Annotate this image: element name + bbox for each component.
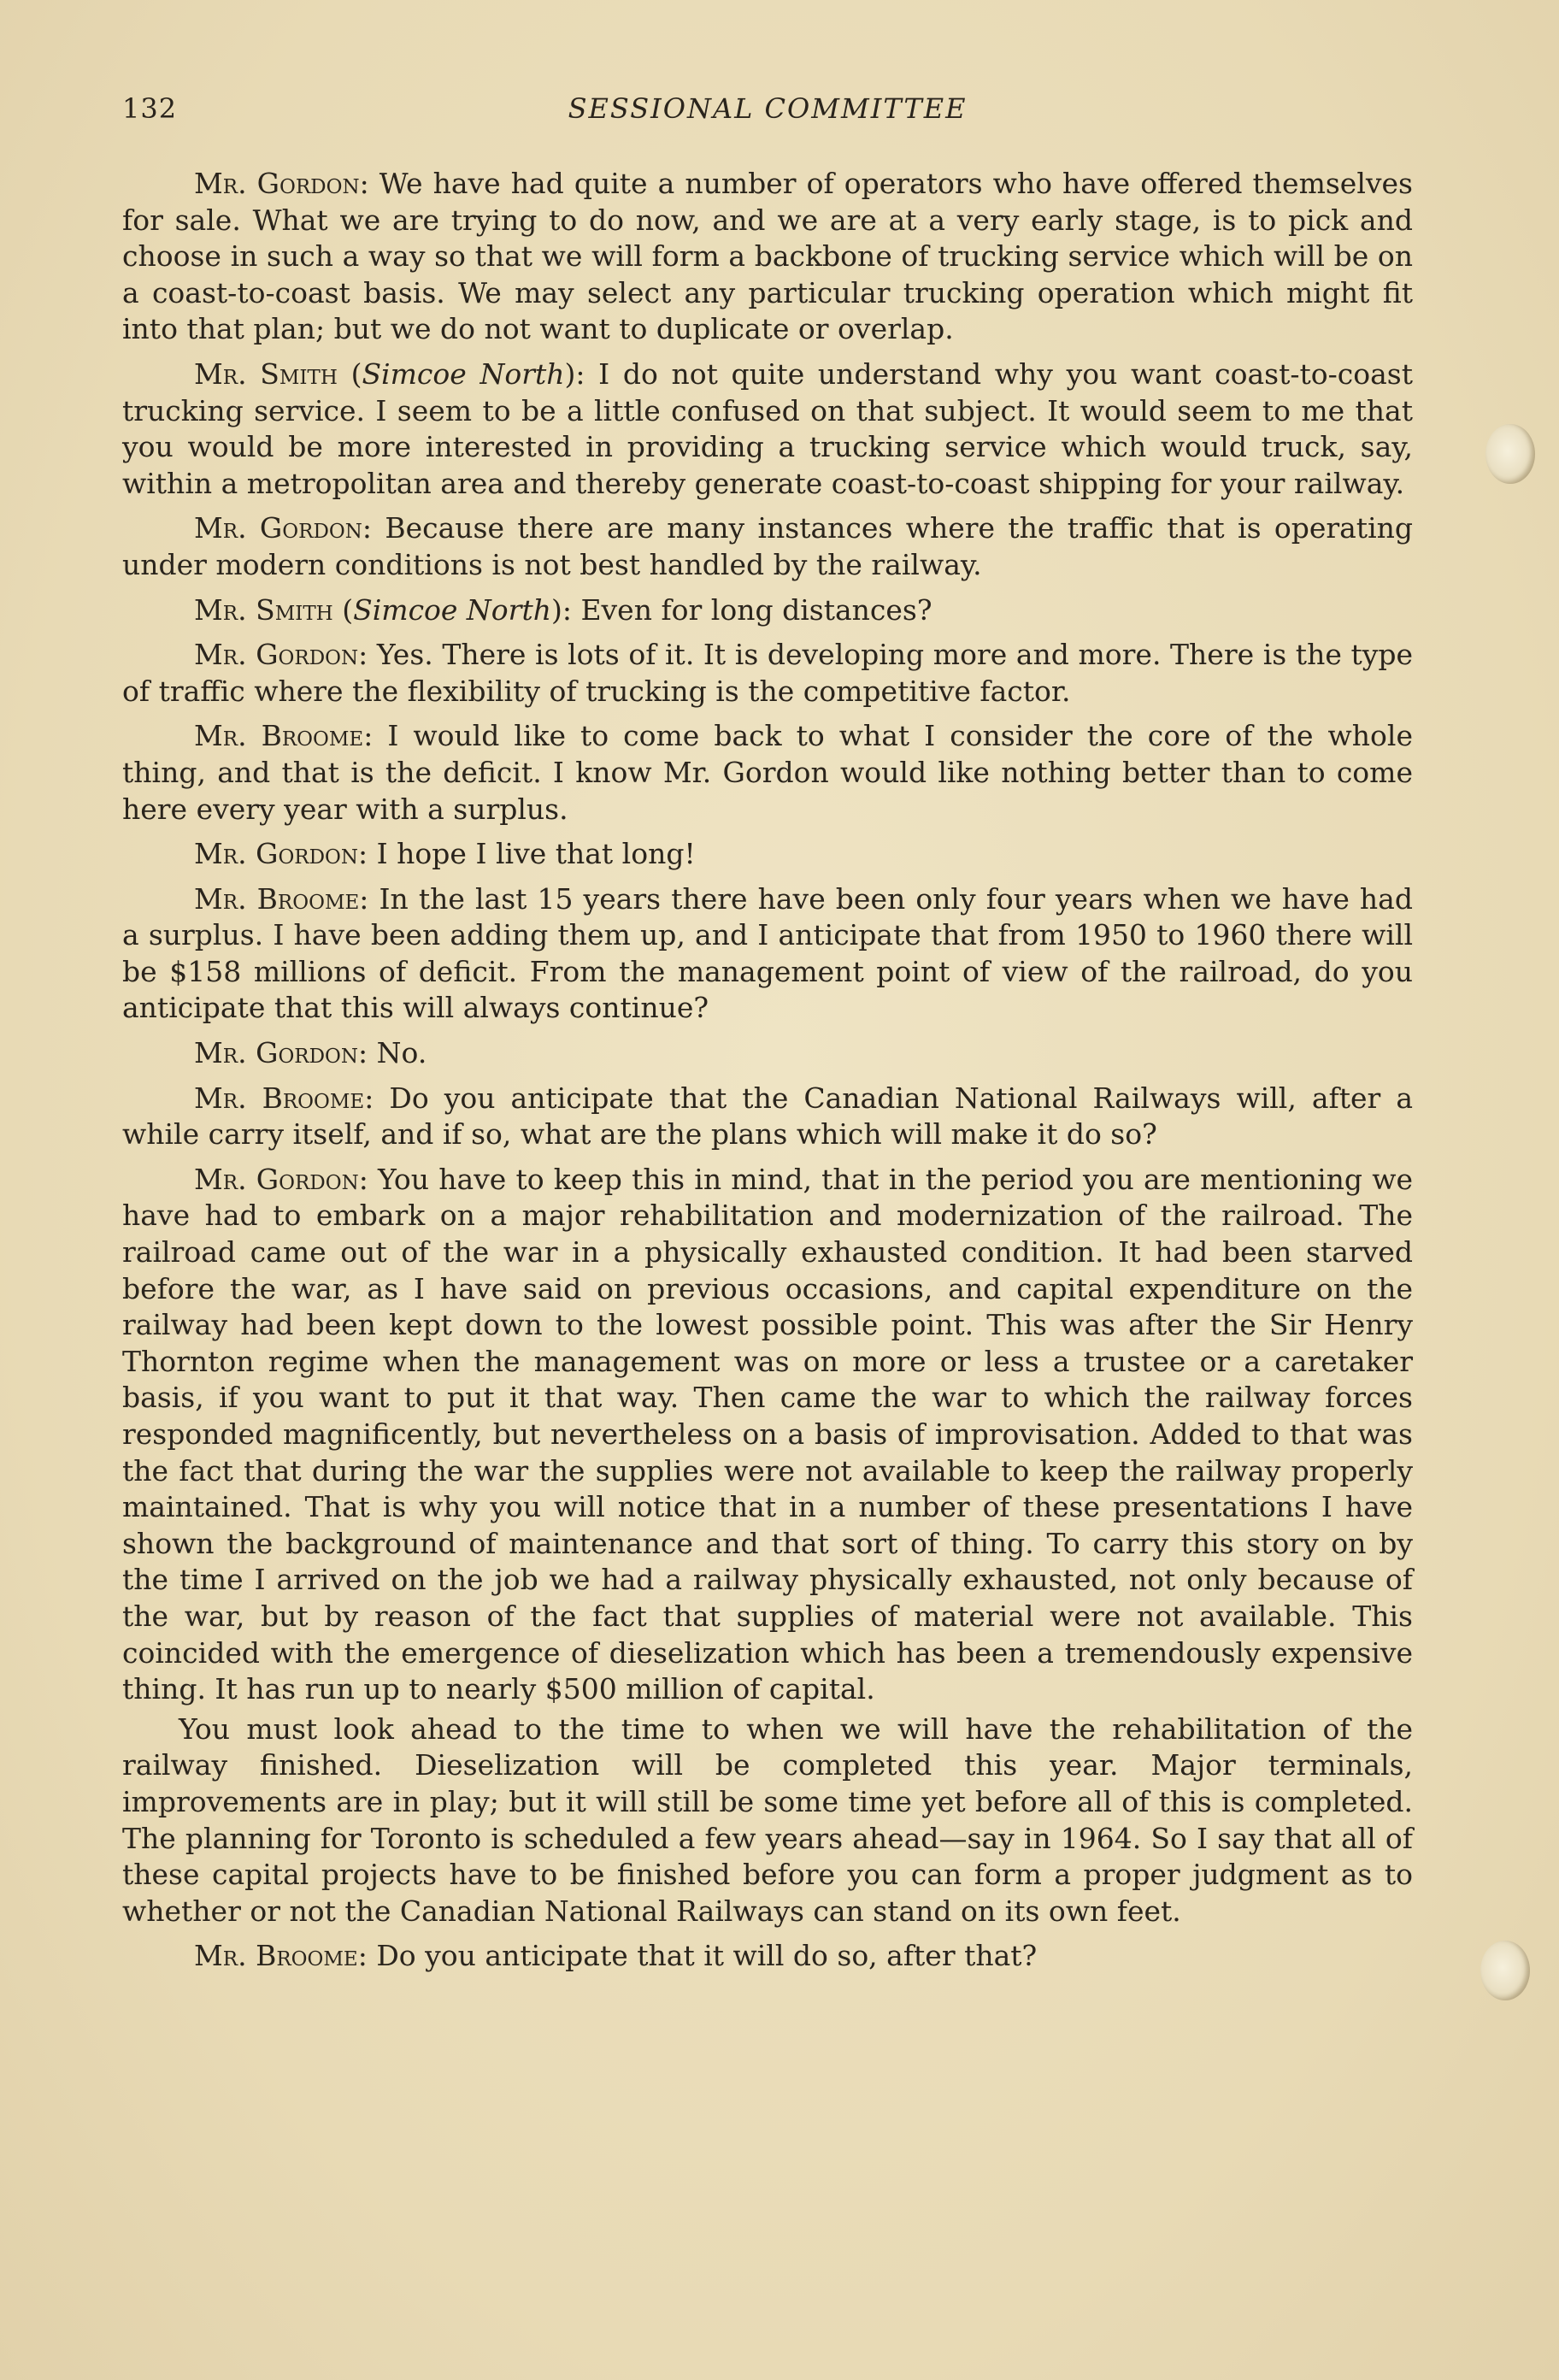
paragraph	[122, 718, 1413, 828]
paragraph-text: : I would like to come back to what I consider the core of the whole thing, and that is the deficit. I know Mr. Gordon would like nothing better than to come here every year with a surplus.	[122, 719, 1413, 826]
speaker-name: Mr. Broome	[194, 881, 360, 916]
paragraph	[122, 1035, 1413, 1072]
binding-hole	[1485, 424, 1535, 484]
paragraph-text: : Yes. There is lots of it. It is developing more and more. There is the type of traffic where the flexibility of trucking is the competitive factor.	[122, 638, 1413, 708]
speaker-name: Mr. Gordon	[194, 837, 359, 871]
speaker-name: Mr. Smith	[194, 592, 333, 627]
paragraph: Mr. Smith (Simcoe North): I do not quite understand why you want coast-to-coast trucking service. I seem to be a little confused on that subject. It would seem to me that you would be more interested in providing a trucking service which would truck, say, within a metropolitan area and thereby generate coast-to-coast shipping for your railway.	[122, 356, 1413, 500]
body-text	[122, 166, 1413, 1983]
paragraph-text: : Because there are many instances where the traffic that is operating under modern conditions is not best handled by the railway.	[122, 511, 1413, 581]
paragraph-text: You must look ahead to the time to when we will have the rehabilitation of the railway finished. Dieselization will be completed this year. Major terminals, improvements are in play; but it will still be some time yet before all of this is completed. The planning for Toronto is scheduled a few years ahead—say in 1964. So I say that all of these capital projects have to be finished before you can form a proper judgment as to whether or not the Canadian National Railways can stand on its own feet.	[122, 1711, 1413, 1928]
speaker-name: Mr. Gordon	[194, 511, 362, 545]
paragraph-text: : In the last 15 years there have been only four years when we have had a surplus. I have been adding them up, and I anticipate that from 1950 to 1960 there will be $158 millions of deficit. From the management point of view of the railroad, do you anticipate that this will always continue?	[122, 881, 1413, 1025]
speaker-name: Mr. Gordon	[194, 1162, 359, 1196]
paragraph	[122, 1081, 1413, 1153]
paragraph	[122, 836, 1413, 873]
speaker-name: Mr. Gordon	[194, 1036, 359, 1070]
paragraph	[122, 1938, 1413, 1975]
binding-hole	[1480, 1941, 1530, 2000]
paragraph	[122, 510, 1413, 583]
paragraph-text: : Do you anticipate that the Canadian National Railways will, after a while carry itself, and if so, what are the plans which will make it do so?	[122, 1081, 1413, 1152]
paragraph-text: : I do not quite understand why you want coast-to-coast trucking service. I seem to be a little confused on that subject. It would seem to me that you would be more interested in providing a trucking service which would truck, say, within a metropolitan area and thereby generate coast-to-coast shipping for your railway.	[122, 356, 1413, 500]
paragraph-text: : Do you anticipate that it will do so, after that?	[357, 1939, 1038, 1973]
paragraph	[122, 881, 1413, 1027]
paragraph	[122, 166, 1413, 348]
paragraph	[122, 1162, 1413, 1708]
paragraph-text: : No.	[358, 1036, 427, 1070]
paragraph-text: : Even for long distances?	[562, 592, 932, 627]
riding-name: Simcoe North	[362, 356, 565, 391]
speaker-name: Mr. Gordon	[194, 167, 360, 200]
paragraph-text: : I hope I live that long!	[358, 837, 696, 871]
speaker-name: Mr. Broome	[194, 719, 364, 753]
speaker-name: Mr. Broome	[194, 1939, 358, 1973]
paragraph-text: : We have had quite a number of operators who have offered themselves for sale. What we are trying to do now, and we are at a very early stage, is to pick and choose in such a way so that we will form a backbone of trucking service which will be on a coast-to-coast basis. We may select any particular trucking operation which might fit into that plan; but we do not want to duplicate or overlap.	[122, 167, 1413, 346]
page-header	[122, 92, 1413, 135]
speaker-name: Mr. Broome	[194, 1081, 365, 1115]
speaker-name: Mr. Gordon	[194, 638, 359, 672]
paragraph: Mr. Smith (Simcoe North): Even for long distances?	[194, 592, 932, 627]
page-number: 132	[122, 92, 178, 125]
paragraph	[122, 637, 1413, 710]
speaker-name: Mr. Smith	[194, 356, 338, 391]
riding-name: Simcoe North	[353, 592, 551, 627]
running-head: SESSIONAL COMMITTEE	[568, 92, 968, 125]
paragraph-text: : You have to keep this in mind, that in the period you are mentioning we have had to embark on a major rehabilitation and modernization of the railroad. The railroad came out of the war in a physically exhausted condition. It had been starved before the war, as I have said on previous occasions, and capital expenditure on the railway had been kept down to the lowest possible point. This was after the Sir Henry Thornton regime when the management was on more or less a trustee or a caretaker basis, if you want to put it that way. Then came the war to which the railway forces responded magnificently, but nevertheless on a basis of improvisation. Added to that was the fact that during the war the supplies were not available to keep the railway properly maintained. That is why you will notice that in a number of these presentations I have shown the background of maintenance and that sort of thing. To carry this story on by the time I arrived on the job we had a railway physically exhausted, not only because of the war, but by reason of the fact that supplies of material were not available. This coincided with the emergence of dieselization which has been a tremendously expensive thing. It has run up to nearly $500 million of capital.	[122, 1162, 1413, 1706]
paragraph	[122, 1711, 1413, 1930]
